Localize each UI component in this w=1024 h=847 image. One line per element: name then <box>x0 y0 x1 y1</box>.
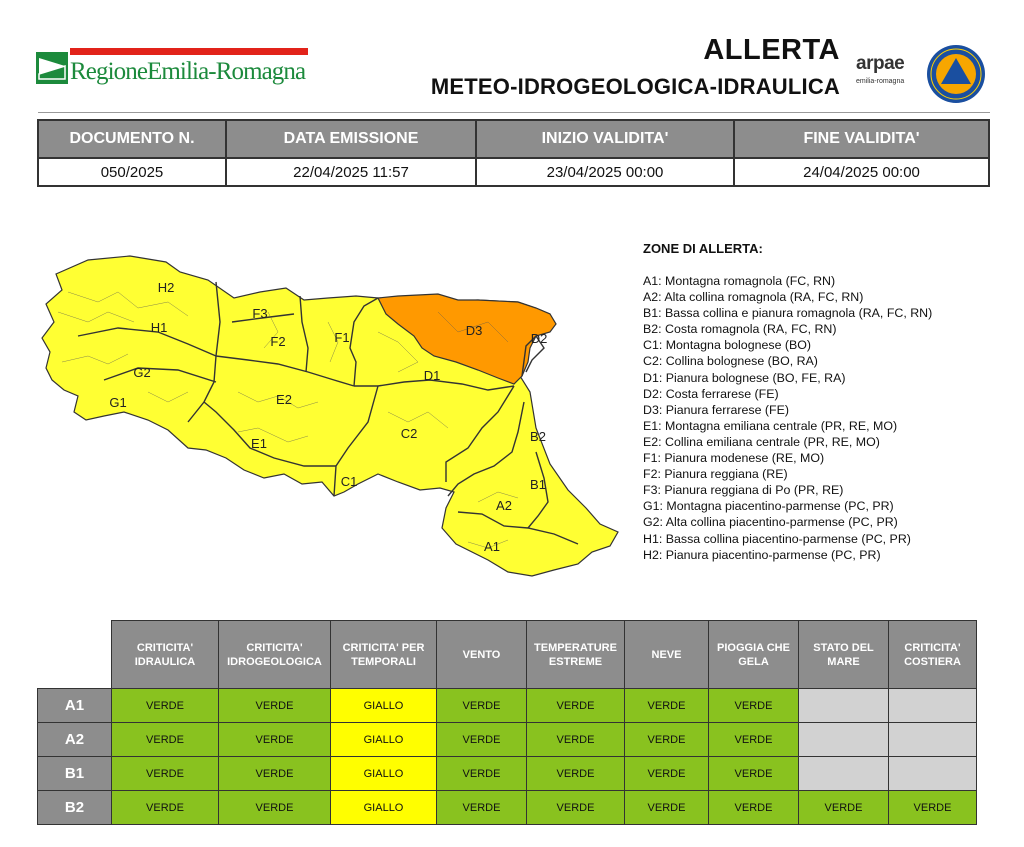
level-cell: GIALLO <box>331 791 437 825</box>
zone-item: D2: Costa ferrarese (FE) <box>643 386 779 401</box>
map-label-g1: G1 <box>109 395 127 410</box>
criticita-header-temporali: CRITICITA' PER TEMPORALI <box>331 621 437 689</box>
level-cell: VERDE <box>889 791 977 825</box>
page-title: ALLERTA <box>703 34 840 66</box>
doc-value-inizio: 23/04/2025 00:00 <box>476 158 734 186</box>
level-cell: VERDE <box>527 791 625 825</box>
document-header-row <box>38 120 989 158</box>
level-cell: VERDE <box>527 723 625 757</box>
table-row <box>38 723 977 757</box>
map-label-f3: F3 <box>252 306 268 321</box>
level-cell: GIALLO <box>331 757 437 791</box>
zone-item: G1: Montagna piacentino-parmense (PC, PR) <box>643 499 894 514</box>
page-subtitle: METEO-IDROGEOLOGICA-IDRAULICA <box>430 74 840 99</box>
level-cell: VERDE <box>112 689 219 723</box>
zone-item: F1: Pianura modenese (RE, MO) <box>643 451 825 466</box>
level-cell: VERDE <box>437 757 527 791</box>
zones-list <box>643 273 932 563</box>
level-cell: VERDE <box>437 723 527 757</box>
map-label-e2: E2 <box>276 392 292 407</box>
level-cell: VERDE <box>527 757 625 791</box>
level-cell: GIALLO <box>331 689 437 723</box>
map-label-c1: C1 <box>340 474 358 489</box>
zone-item: E1: Montagna emiliana centrale (PR, RE, MO) <box>643 418 898 433</box>
level-cell: VERDE <box>799 791 889 825</box>
criticita-header-temperature: TEMPERATURE ESTREME <box>527 621 625 689</box>
doc-header-inizio: INIZIO VALIDITA' <box>476 120 734 158</box>
arpae-logo <box>856 54 926 94</box>
table-row <box>38 689 977 723</box>
criticita-header-mare: STATO DEL MARE <box>799 621 889 689</box>
level-cell: VERDE <box>625 791 709 825</box>
level-cell: VERDE <box>527 689 625 723</box>
zone-item: B2: Costa romagnola (RA, FC, RN) <box>643 322 837 337</box>
criticita-header-neve: NEVE <box>625 621 709 689</box>
doc-value-fine: 24/04/2025 00:00 <box>734 158 989 186</box>
table-row <box>38 757 977 791</box>
map-label-f1: F1 <box>334 330 350 345</box>
doc-value-numero: 050/2025 <box>38 158 226 186</box>
map-label-f2: F2 <box>270 334 286 349</box>
level-cell: VERDE <box>112 791 219 825</box>
level-cell: VERDE <box>709 689 799 723</box>
level-cell <box>799 757 889 791</box>
level-cell <box>799 723 889 757</box>
alert-zone-map <box>38 252 626 582</box>
level-cell: VERDE <box>437 689 527 723</box>
criticita-corner <box>38 621 112 689</box>
level-cell: VERDE <box>625 689 709 723</box>
criticita-table <box>37 620 977 825</box>
arpae-sub: emilia-romagna <box>856 78 905 85</box>
level-cell: VERDE <box>219 757 331 791</box>
map-label-e1: E1 <box>251 436 267 451</box>
level-cell: VERDE <box>625 723 709 757</box>
document-value-row <box>38 158 989 186</box>
row-zone-label: A1 <box>38 689 112 723</box>
zone-item: H2: Pianura piacentino-parmense (PC, PR) <box>643 547 881 562</box>
map-label-h2: H2 <box>157 280 175 295</box>
zone-item: D1: Pianura bolognese (BO, FE, RA) <box>643 370 846 385</box>
level-cell: VERDE <box>112 757 219 791</box>
level-cell: VERDE <box>219 689 331 723</box>
criticita-header-pioggia: PIOGGIA CHE GELA <box>709 621 799 689</box>
doc-header-fine: FINE VALIDITA' <box>734 120 989 158</box>
zones-title: ZONE DI ALLERTA: <box>643 241 763 256</box>
protezione-civile-logo-icon <box>926 44 986 104</box>
zone-item: F3: Pianura reggiana di Po (PR, RE) <box>643 483 844 498</box>
map-label-d1: D1 <box>423 368 441 383</box>
row-zone-label: B2 <box>38 791 112 825</box>
level-cell: VERDE <box>709 791 799 825</box>
table-row <box>38 791 977 825</box>
logo-red-bar <box>70 48 308 55</box>
map-label-d2: D2 <box>530 331 548 346</box>
map-label-b2: B2 <box>530 429 546 444</box>
level-cell: VERDE <box>219 723 331 757</box>
map-label-c2: C2 <box>400 426 418 441</box>
level-cell: VERDE <box>709 757 799 791</box>
level-cell: GIALLO <box>331 723 437 757</box>
doc-header-numero: DOCUMENTO N. <box>38 120 226 158</box>
doc-header-emissione: DATA EMISSIONE <box>226 120 476 158</box>
zone-item: B1: Bassa collina e pianura romagnola (RA, FC, RN) <box>643 306 933 321</box>
criticita-header-row <box>38 621 977 689</box>
regione-logo <box>36 48 308 88</box>
document-info-table <box>37 119 990 187</box>
zone-item: D3: Pianura ferrarese (FE) <box>643 402 789 417</box>
zone-item: H1: Bassa collina piacentino-parmense (PC, PR) <box>643 531 911 546</box>
level-cell: VERDE <box>437 791 527 825</box>
level-cell: VERDE <box>219 791 331 825</box>
header-divider <box>38 112 990 113</box>
criticita-header-vento: VENTO <box>437 621 527 689</box>
criticita-header-idraulica: CRITICITA' IDRAULICA <box>112 621 219 689</box>
row-zone-label: A2 <box>38 723 112 757</box>
map-label-d3: D3 <box>465 323 483 338</box>
zone-item: C2: Collina bolognese (BO, RA) <box>643 354 818 369</box>
zone-item: E2: Collina emiliana centrale (PR, RE, MO) <box>643 434 880 449</box>
zone-item: C1: Montagna bolognese (BO) <box>643 338 812 353</box>
map-label-h1: H1 <box>150 320 168 335</box>
level-cell: VERDE <box>112 723 219 757</box>
level-cell <box>889 757 977 791</box>
map-label-a2: A2 <box>496 498 512 513</box>
zone-item: A1: Montagna romagnola (FC, RN) <box>643 274 836 288</box>
arpae-brand: arpae <box>856 53 905 74</box>
zone-item: A2: Alta collina romagnola (RA, FC, RN) <box>643 290 864 305</box>
level-cell: VERDE <box>625 757 709 791</box>
map-region-outline <box>42 256 618 576</box>
level-cell: VERDE <box>709 723 799 757</box>
map-label-a1: A1 <box>484 539 500 554</box>
level-cell <box>889 689 977 723</box>
criticita-header-costiera: CRITICITA' COSTIERA <box>889 621 977 689</box>
zone-item: G2: Alta collina piacentino-parmense (PC, PR) <box>643 515 898 530</box>
doc-value-emissione: 22/04/2025 11:57 <box>226 158 476 186</box>
map-label-b1: B1 <box>530 477 546 492</box>
regione-logo-text: RegioneEmilia-Romagna <box>70 58 306 85</box>
row-zone-label: B1 <box>38 757 112 791</box>
criticita-body <box>38 689 977 825</box>
level-cell <box>799 689 889 723</box>
criticita-header-idrogeologica: CRITICITA' IDROGEOLOGICA <box>219 621 331 689</box>
zone-item: F2: Pianura reggiana (RE) <box>643 467 788 482</box>
map-label-g2: G2 <box>133 365 151 380</box>
regione-flag-icon <box>36 52 68 84</box>
level-cell <box>889 723 977 757</box>
